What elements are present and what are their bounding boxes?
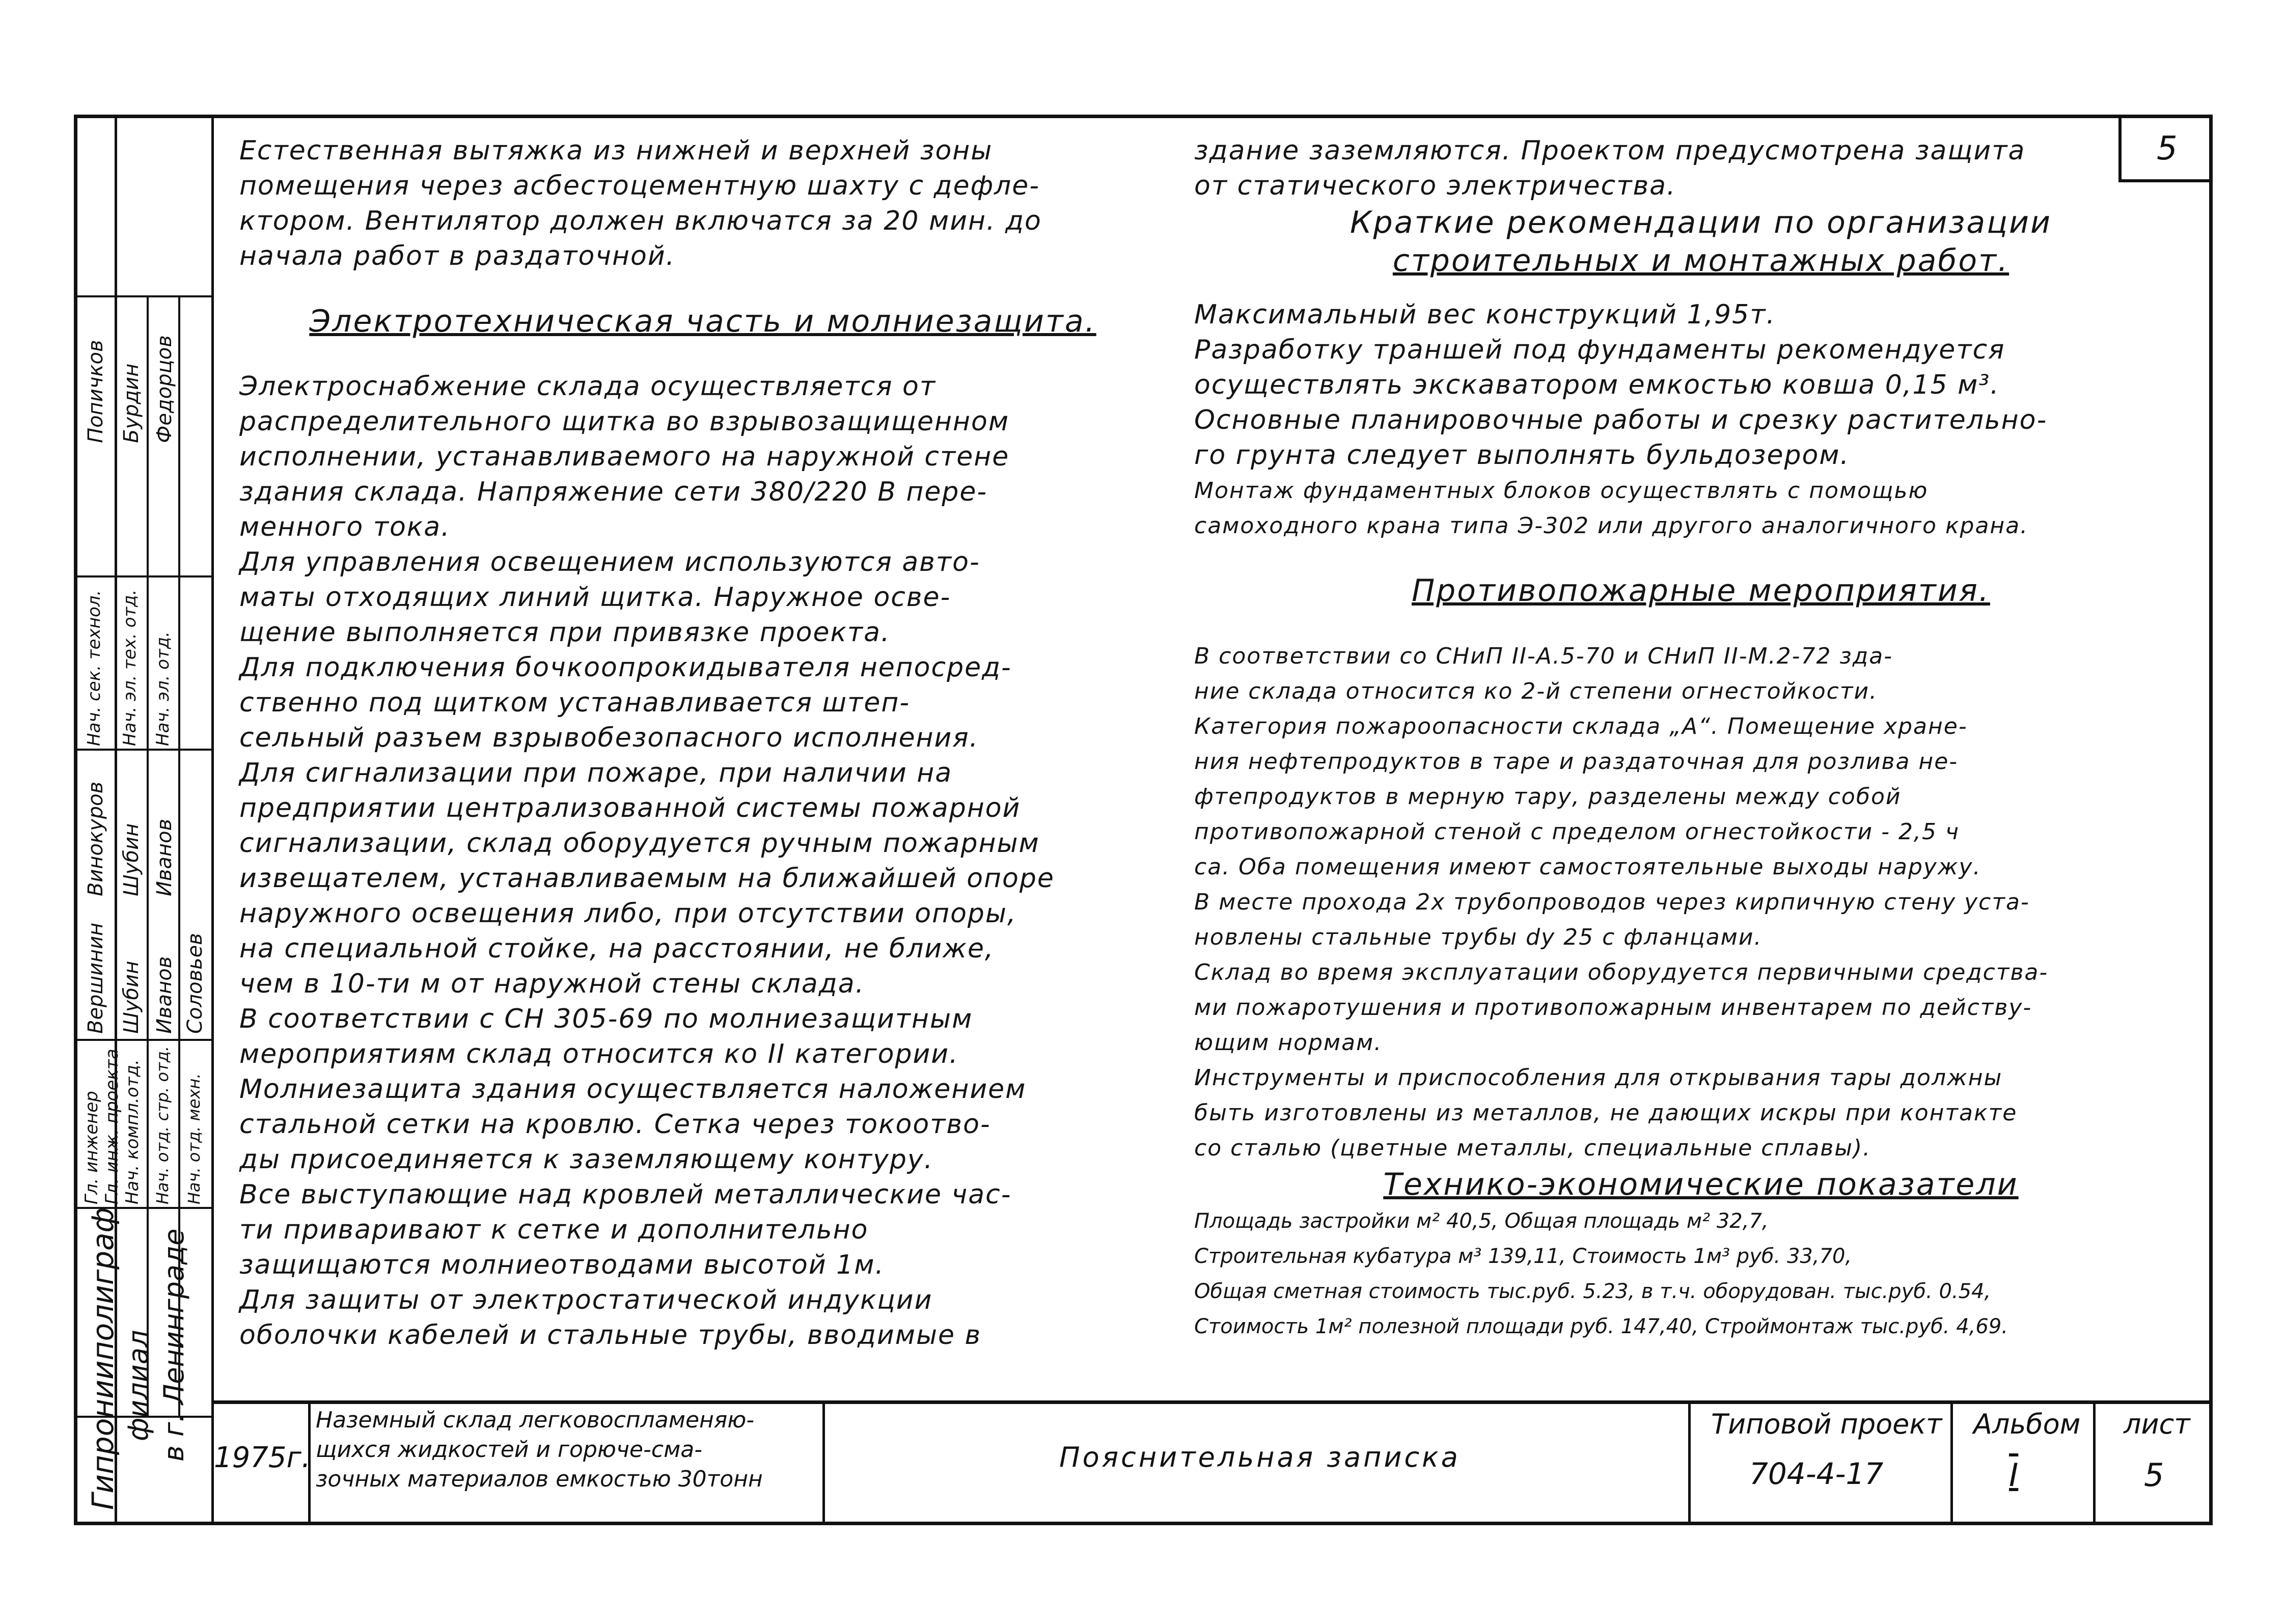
construction-line: Разработку траншей под фундаменты рекомендуется: [1194, 335, 2005, 365]
electrical-line: здания склада. Напряжение сети 380/220 В пере-: [239, 477, 988, 507]
electrical-line: распределительного щитка во взрывозащищенном: [239, 406, 1010, 437]
electrical-line: защищаются молниеотводами высотой 1м.: [239, 1250, 885, 1280]
construction-line: Максимальный вес конструкций 1,95т.: [1194, 299, 1776, 330]
construction-heading-1: Краткие рекомендации по организации: [1350, 205, 2052, 240]
name-upper-4: Соловьев: [183, 933, 207, 1034]
electrical-line: Для подключения бочкоопрокидывателя непосред-: [239, 652, 1012, 683]
construction-line: осуществлять экскаватором емкостью ковша 0,15 м³.: [1194, 370, 2000, 400]
electrical-line: ды присоединяется к заземляющему контуру.: [239, 1144, 934, 1175]
fire-heading: Противопожарные мероприятия.: [1412, 573, 1990, 609]
electrical-line: исполнении, устанавливаемого на наружной стене: [239, 442, 1010, 472]
fire-line: со сталью (цветные металлы, специальные сплавы).: [1194, 1135, 1871, 1161]
object-title-line: зочных материалов емкостью 30тонн: [316, 1466, 763, 1492]
electrical-line: Электроснабжение склада осуществляется от: [239, 371, 937, 402]
fire-line: В соответствии со СНиП II-А.5-70 и СНиП II-М.2-72 зда-: [1194, 643, 1893, 669]
titleblock-doc-title: Пояснительная записка: [1059, 1441, 1461, 1473]
titleblock-year: 1975г.: [214, 1441, 311, 1474]
fire-line: ющим нормам.: [1194, 1030, 1383, 1056]
intro-line: начала работ в раздаточной.: [239, 241, 676, 271]
role-chief-engineer: Гл. инженер: [81, 1091, 102, 1204]
indicator-line: Площадь застройки м² 40,5, Общая площадь м² 32,7,: [1194, 1209, 1769, 1233]
name-upper-3: Иванов: [153, 956, 176, 1034]
strip-div-2: [74, 575, 214, 577]
indicator-line: Общая сметная стоимость тыс.руб. 5.23, в т.ч. оборудован. тыс.руб. 0.54,: [1194, 1280, 1991, 1303]
electrical-line: Для управления освещением используются авто-: [239, 547, 980, 577]
construction-line: Монтаж фундаментных блоков осуществлять с помощью: [1194, 478, 1929, 504]
titleblock-sheet-value: 5: [2144, 1456, 2164, 1494]
electrical-heading: Электротехническая часть и молниезащита.: [309, 304, 1096, 339]
titleblock-project-code: 704-4-17: [1749, 1456, 1884, 1491]
fire-line: В месте прохода 2х трубопроводов через кирпичную стену уста-: [1194, 889, 2030, 915]
continuation-line: здание заземляются. Проектом предусмотрена защита: [1194, 135, 2026, 166]
org-city: в г. Ленинграде: [158, 1228, 190, 1462]
role-chief-project-engineer: Гл. инж. проекта: [102, 1049, 122, 1204]
electrical-line: ти приваривают к сетке и дополнительно: [239, 1215, 869, 1245]
fire-line: новлены стальные трубы dy 25 с фланцами.: [1194, 924, 1763, 950]
right-column: [1194, 133, 2208, 1344]
name2-3: Иванов: [153, 818, 176, 896]
fire-line: ние склада относится ко 2-й степени огнестойкости.: [1194, 678, 1878, 704]
electrical-line: оболочки кабелей и стальные трубы, вводимые в: [239, 1320, 982, 1351]
org-branch: филиал: [122, 1330, 154, 1441]
name3-3: Федорцов: [153, 335, 176, 443]
titleblock-top: [211, 1400, 2213, 1404]
electrical-line: наружного освещения либо, при отсутствии опоры,: [239, 898, 1017, 929]
electrical-line: В соответствии с СН 305-69 по молниезащитным: [239, 1004, 973, 1034]
indicator-line: Строительная кубатура м³ 139,11, Стоимость 1м³ руб. 33,70,: [1194, 1245, 1852, 1268]
indicator-line: Стоимость 1м² полезной площади руб. 147,40, Строймонтаж тыс.руб. 4,69.: [1194, 1315, 2008, 1338]
electrical-line: ственно под щитком устанавливается штеп-: [239, 687, 911, 718]
construction-line: Основные планировочные работы и срезку растительно-: [1194, 405, 2048, 435]
name-upper-2: Шубин: [120, 960, 143, 1034]
fire-line: быть изготовлены из металлов, не дающих искры при контакте: [1194, 1100, 2018, 1126]
role-head-complex: Нач. компл.отд.: [122, 1059, 143, 1204]
electrical-line: сигнализации, склад оборудуется ручным пожарным: [239, 828, 1040, 859]
titleblock-sheet-label: лист: [2124, 1408, 2190, 1440]
construction-line: го грунта следует выполнять бульдозером.: [1194, 440, 1850, 471]
construction-line: самоходного крана типа Э-302 или другого аналогичного крана.: [1194, 513, 2029, 539]
titleblock-div-3: [1688, 1400, 1691, 1525]
titleblock-div-2: [822, 1400, 825, 1525]
electrical-line: Для сигнализации при пожаре, при наличии на: [239, 758, 953, 788]
fire-line: Инструменты и приспособления для открывания тары должны: [1194, 1065, 2003, 1091]
titleblock-album-value: I: [2009, 1456, 2019, 1494]
org-name: Гипронииполиграф: [86, 1207, 120, 1510]
continuation-line: от статического электричества.: [1194, 171, 1676, 201]
sheet-number-top: 5: [2157, 130, 2178, 168]
left-column: [239, 133, 1166, 1353]
construction-heading-2: строительных и монтажных работ.: [1392, 243, 2009, 279]
electrical-line: Для защиты от электростатической индукции: [239, 1285, 933, 1315]
strip-div-4: [74, 1039, 214, 1041]
fire-line: фтепродуктов в мерную тару, разделены между собой: [1194, 784, 1902, 810]
fire-line: Склад во время эксплуатации оборудуется первичными средства-: [1194, 959, 2049, 985]
electrical-line: маты отходящих линий щитка. Наружное осве-: [239, 582, 951, 613]
name3-2: Бурдин: [120, 363, 143, 443]
titleblock-div-5: [2093, 1400, 2096, 1525]
role2-2: Нач. эл. тех. отд.: [120, 589, 140, 746]
fire-line: ми пожаротушения и противопожарным инвентарем по действу-: [1194, 995, 2032, 1021]
role2-3: Нач. эл. отд.: [153, 631, 173, 746]
electrical-line: на специальной стойке, на расстоянии, не ближе,: [239, 933, 995, 964]
titleblock-project-label: Типовой проект: [1711, 1408, 1942, 1440]
name-upper-1: Вершинин: [84, 922, 107, 1034]
titleblock-div-4: [1950, 1400, 1953, 1525]
electrical-line: извещателем, устанавливаемым на ближайшей опоре: [239, 863, 1055, 894]
intro-line: ктором. Вентилятор должен включатся за 20 мин. до: [239, 206, 1042, 236]
electrical-line: менного тока.: [239, 512, 451, 542]
left-strip-line-2: [147, 295, 149, 1416]
name2-2: Шубин: [120, 823, 143, 896]
strip-div-1: [74, 295, 214, 297]
object-title-line: Наземный склад легковоспламеняю-: [316, 1407, 755, 1433]
fire-line: ния нефтепродуктов в таре и раздаточная для розлива не-: [1194, 749, 1959, 775]
indicators-heading: Технико-экономические показатели: [1383, 1167, 2019, 1202]
electrical-line: Все выступающие над кровлей металлические час-: [239, 1179, 1012, 1210]
object-title-line: щихся жидкостей и горюче-сма-: [316, 1437, 703, 1463]
strip-div-3: [74, 749, 214, 751]
role-head-construction: Нач. отд. стр. отд.: [153, 1045, 172, 1204]
fire-line: Категория пожароопасности склада „А“. Помещение хране-: [1194, 713, 1968, 739]
intro-line: помещения через асбестоцементную шахту с дефле-: [239, 171, 1040, 201]
electrical-line: щение выполняется при привязке проекта.: [239, 617, 891, 648]
fire-line: са. Оба помещения имеют самостоятельные выходы наружу.: [1194, 854, 1981, 880]
electrical-line: стальной сетки на кровлю. Сетка через токоотво-: [239, 1109, 991, 1140]
role-head-mech: Нач. отд. мехн.: [184, 1073, 204, 1204]
fire-line: противопожарной стеной с пределом огнестойкости - 2,5 ч: [1194, 819, 1960, 845]
intro-line: Естественная вытяжка из нижней и верхней зоны: [239, 135, 993, 166]
role2-1: Нач. сек. технол.: [84, 590, 104, 746]
electrical-line: сельный разъем взрывобезопасного исполнения.: [239, 723, 979, 753]
name2-1: Винокуров: [84, 781, 107, 896]
electrical-line: чем в 10-ти м от наружной стены склада.: [239, 969, 865, 999]
titleblock-album-label: Альбом: [1973, 1408, 2081, 1440]
name3-1: Попичков: [84, 340, 107, 443]
electrical-line: Молниезащита здания осуществляется наложением: [239, 1074, 1027, 1105]
titleblock-object-title: [316, 1406, 763, 1494]
left-strip-line-4: [211, 115, 214, 1525]
electrical-line: мероприятиям склад относится ко II категории.: [239, 1039, 959, 1069]
electrical-line: предприятии централизованной системы пожарной: [239, 793, 1021, 823]
